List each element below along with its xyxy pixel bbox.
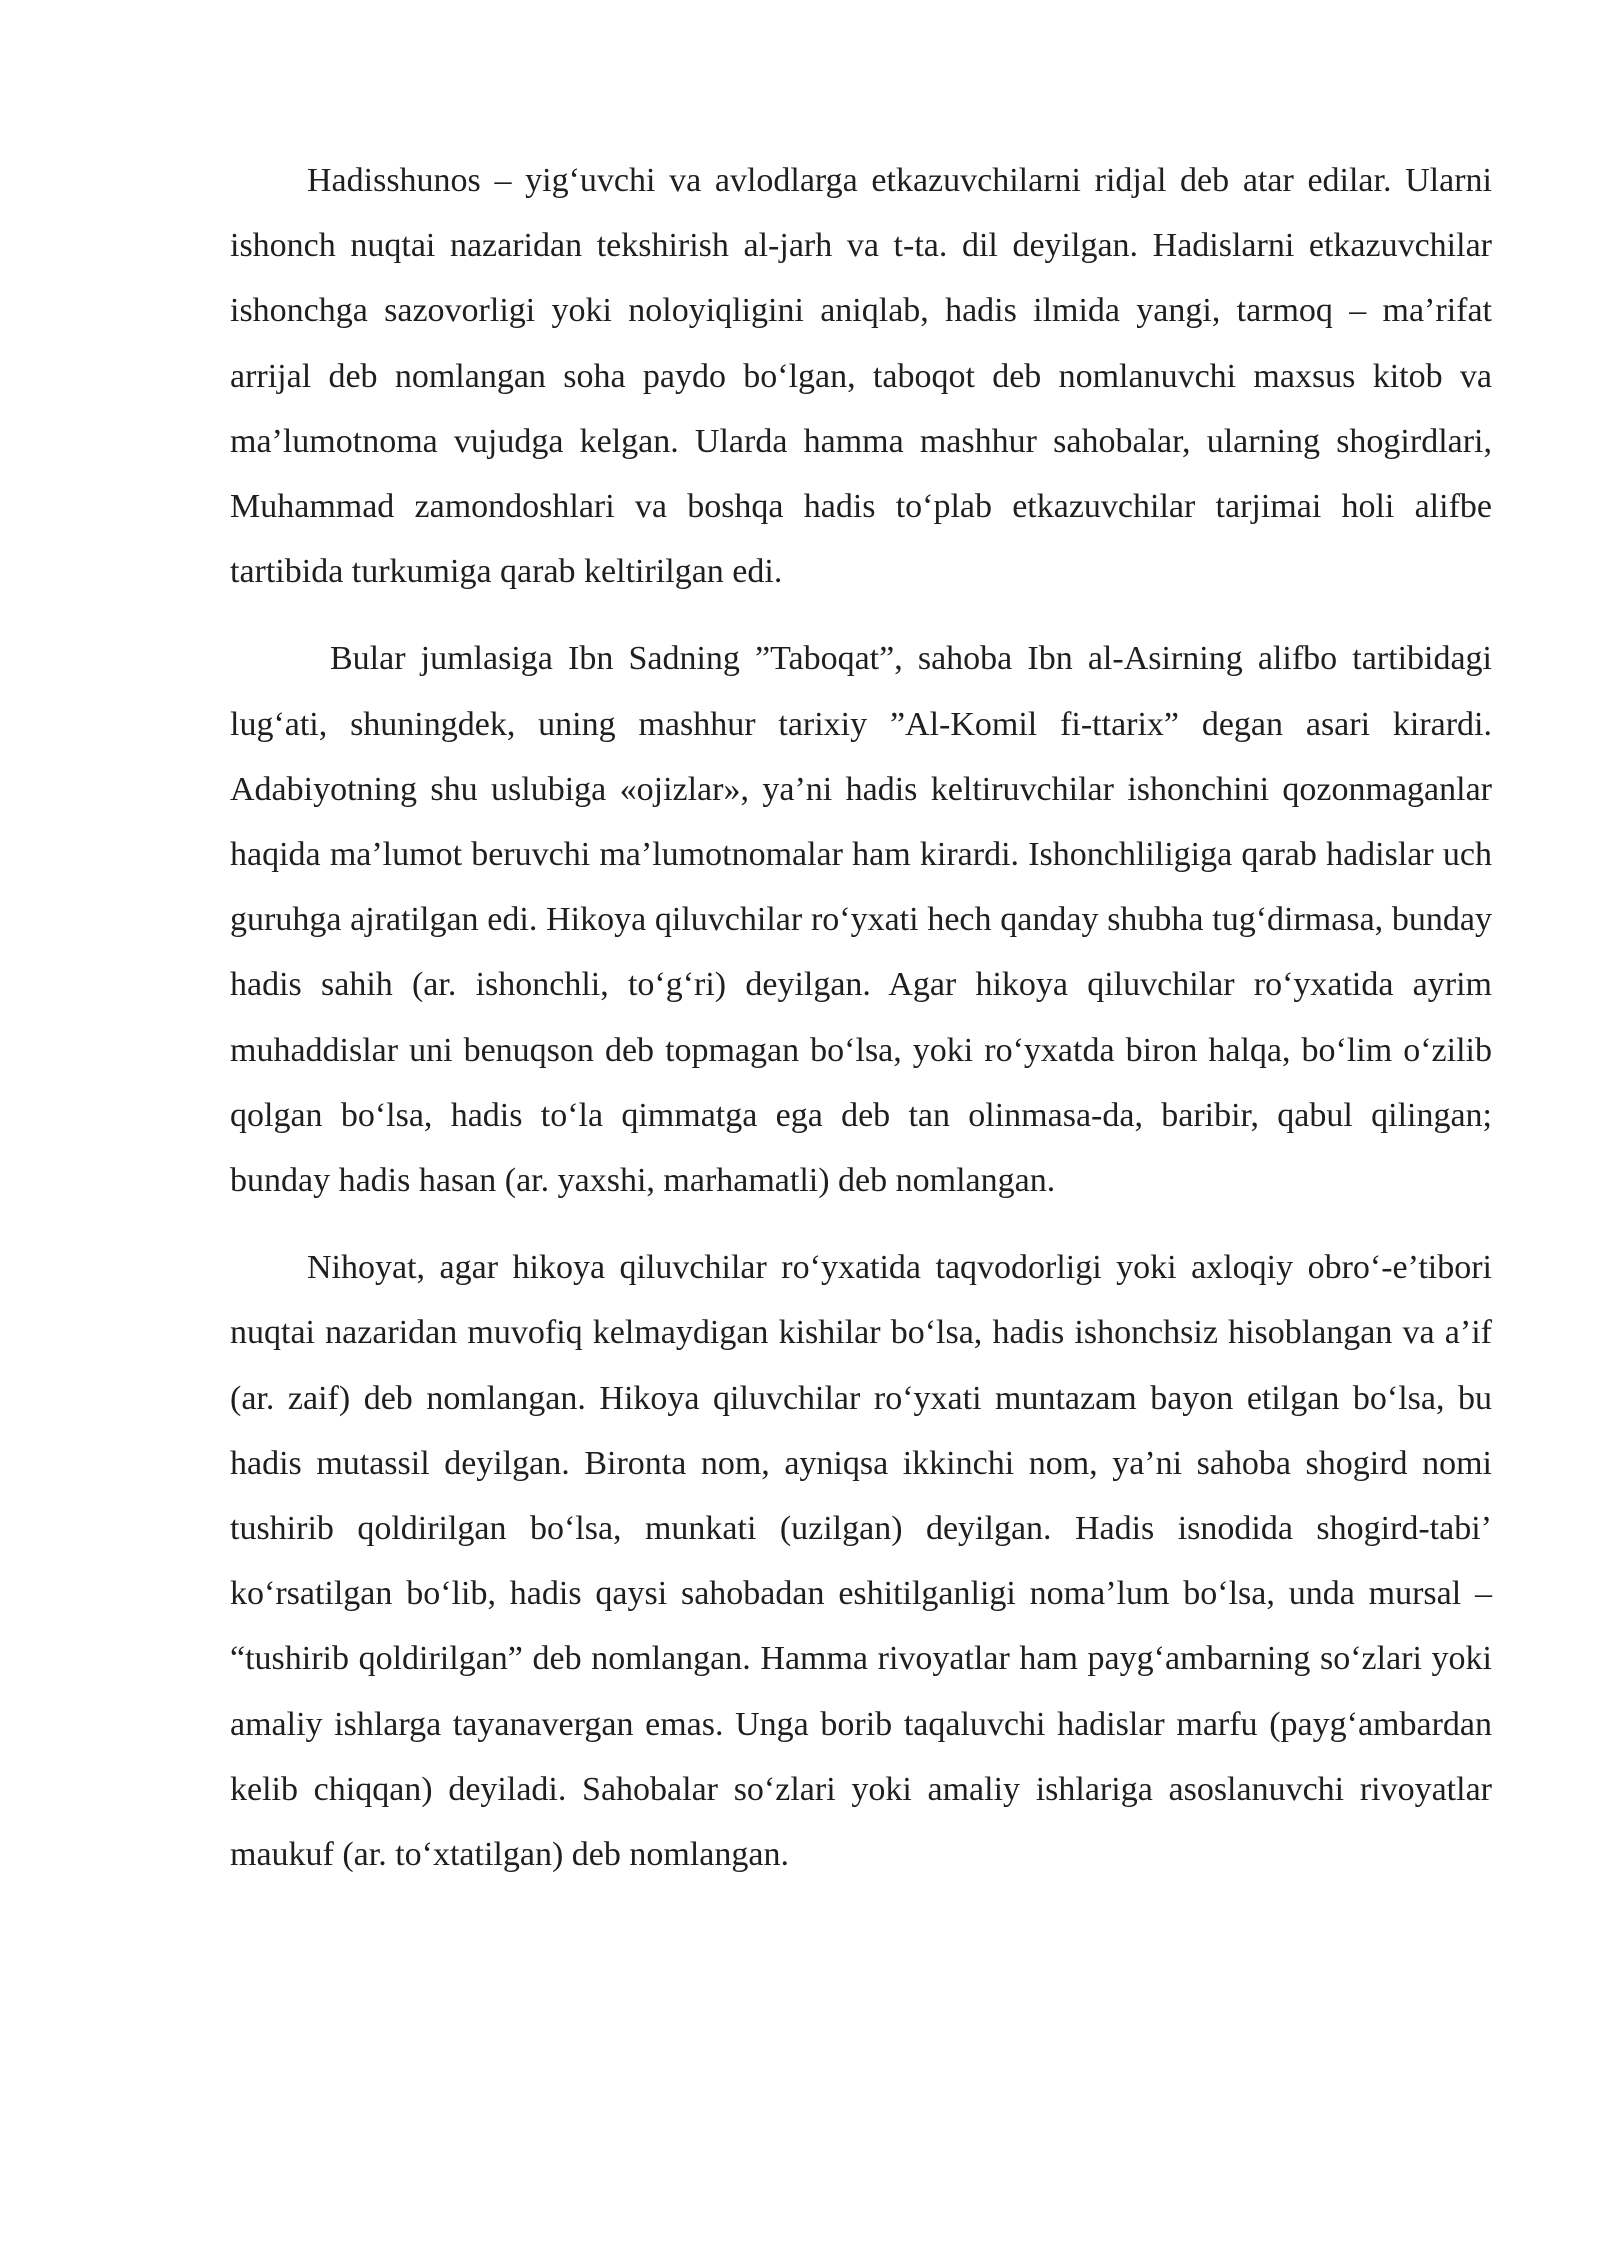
document-body <box>230 148 1492 1887</box>
paragraph-1: Hadisshunos – yig‘uvchi va avlodlarga etkazuvchilarni ridjal deb atar edilar. Ularni ishonch nuqtai nazaridan tekshirish al-jarh va t-ta. dil deyilgan. Hadislarni etkazuvchilar ishonchga sazovorligi yoki noloyiqligini aniqlab, hadis ilmida yangi, tarmoq – ma’rifat arrijal deb nomlangan soha paydo bo‘lgan, taboqot deb nomlanuvchi maxsus kitob va ma’lumotnoma vujudga kelgan. Ularda hamma mashhur sahobalar, ularning shogirdlari, Muhammad zamondoshlari va boshqa hadis to‘plab etkazuvchilar tarjimai holi alifbe tartibida turkumiga qarab keltirilgan edi. <box>230 162 1492 591</box>
paragraph-2: Bular jumlasiga Ibn Sadning ”Taboqat”, sahoba Ibn al-Asirning alifbo tartibidagi lug‘ati, shuningdek, uning mashhur tarixiy ”Al-Komil fi-ttarix” degan asari kirardi. Adabiyotning shu uslubiga «ojizlar», ya’ni hadis keltiruvchilar ishonchini qozonmaganlar haqida ma’lumot beruvchi ma’lumotnomalar ham kirardi. Ishonchliligiga qarab hadislar uch guruhga ajratilgan edi. Hikoya qiluvchilar ro‘yxati hech qanday shubha tug‘dirmasa, bunday hadis sahih (ar. ishonchli, to‘g‘ri) deyilgan. Agar hikoya qiluvchilar ro‘yxatida ayrim muhaddislar uni benuqson deb topmagan bo‘lsa, yoki ro‘yxatda biron halqa, bo‘lim o‘zilib qolgan bo‘lsa, hadis to‘la qimmatga ega deb tan olinmasa-da, baribir, qabul qilingan; bunday hadis hasan (ar. yaxshi, marhamatli) deb nomlangan. <box>230 640 1492 1200</box>
paragraph-3: Nihoyat, agar hikoya qiluvchilar ro‘yxatida taqvodorligi yoki axloqiy obro‘-e’tibori nuqtai nazaridan muvofiq kelmaydigan kishilar bo‘lsa, hadis ishonchsiz hisoblangan va a’if (ar. zaif) deb nomlangan. Hikoya qiluvchilar ro‘yxati muntazam bayon etilgan bo‘lsa, bu hadis mutassil deyilgan. Bironta nom, ayniqsa ikkinchi nom, ya’ni sahoba shogird nomi tushirib qoldirilgan bo‘lsa, munkati (uzilgan) deyilgan. Hadis isnodida shogird-tabi’ ko‘rsatilgan bo‘lib, hadis qaysi sahobadan eshitilganligi noma’lum bo‘lsa, unda mursal – “tushirib qoldirilgan” deb nomlangan. Hamma rivoyatlar ham payg‘ambarning so‘zlari yoki amaliy ishlarga tayanavergan emas. Unga borib taqaluvchi hadislar marfu (payg‘ambardan kelib chiqqan) deyiladi. Sahobalar so‘zlari yoki amaliy ishlariga asoslanuvchi rivoyatlar maukuf (ar. to‘xtatilgan) deb nomlangan. <box>230 1249 1492 1874</box>
